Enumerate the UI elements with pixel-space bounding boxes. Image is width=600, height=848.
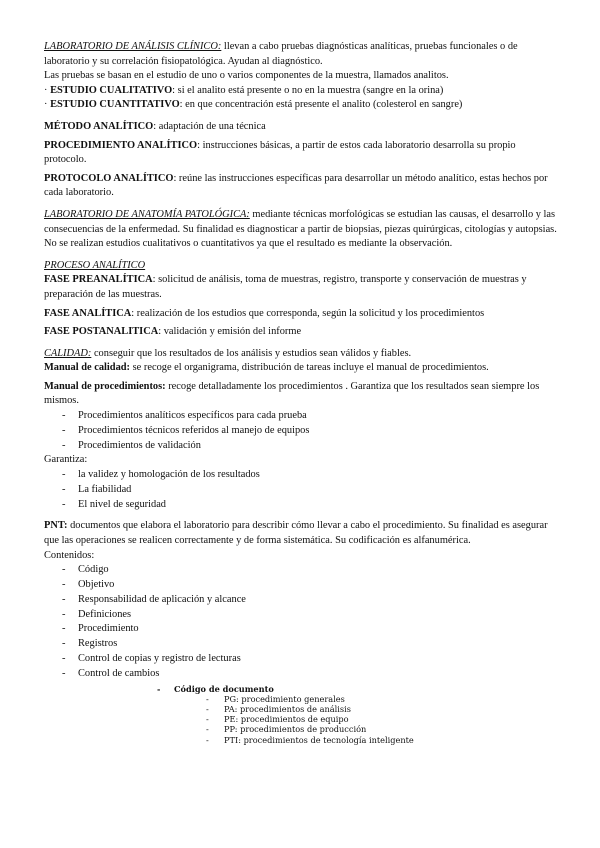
lab-anatomia-text: mediante técnicas morfológicas se estudian las causas, el desarrollo y las consecuencias de la enfermedad. Su finalidad es diagnosticar a partir de biopsias, piezas quirúrgicas, citologías y autopsias. <box>44 208 557 235</box>
postanalitica-label: FASE POSTANALITICA <box>44 326 159 338</box>
list-item: - Control de cambios <box>44 667 558 682</box>
analitica-text: : realización de los estudios que corresponda, según la solicitud y los procedimientos <box>131 307 485 319</box>
pnt-label: PNT: <box>44 520 68 532</box>
garantiza-list <box>44 468 558 512</box>
protocolo-text: : reúne las instrucciones específicas para desarrollar un método analítico, estas hechos por cada laboratorio. <box>44 172 548 199</box>
manual-procedimientos-text: recoge detalladamente los procedimientos . Garantiza que los resultados sean siempre los mismos. <box>44 380 540 407</box>
list-item: - Procedimientos analíticos específicos para cada prueba <box>44 409 558 424</box>
protocolo-label: PROTOCOLO ANALÍTICO <box>44 172 174 184</box>
list-item: - la validez y homologación de los resultados <box>44 468 558 483</box>
estudio-cualitativo: · ESTUDIO CUALITATIVO: si el analito está presente o no en la muestra (sangre en la orina) <box>44 84 444 96</box>
lab-anatomia-line2: No se realizan estudios cualitativos o cuantitativos ya que el resultado es mediante la observación. <box>44 238 453 250</box>
proceso-title <box>44 259 558 274</box>
proceso-title-text: PROCESO ANALÍTICO <box>44 259 146 271</box>
lab-clinico-title: LABORATORIO DE ANÁLISIS CLÍNICO: <box>44 41 222 52</box>
list-item: - Procedimientos de validación <box>44 439 558 454</box>
list-item: - PG: procedimiento generales <box>44 694 558 704</box>
document-page <box>44 40 558 745</box>
list-item: - Procedimiento <box>44 622 558 637</box>
protocolo-analitico <box>44 172 558 201</box>
manual-procedimientos-label: Manual de procedimientos: <box>44 380 166 392</box>
contenidos-label: Contenidos: <box>44 549 95 561</box>
calidad-text: conseguir que los resultados de los análisis y estudios sean válidos y fiables. <box>91 347 412 359</box>
fase-postanalitica <box>44 325 558 340</box>
list-item: - Código <box>44 563 558 578</box>
preanalitica-label: FASE PREANALÍTICA <box>44 274 153 286</box>
manual-procedimientos-list <box>44 409 558 453</box>
list-item: - PP: procedimientos de producción <box>44 724 558 734</box>
calidad-title: CALIDAD: <box>44 347 92 359</box>
calidad-paragraph <box>44 347 558 362</box>
analitica-label: FASE ANALÍTICA <box>44 307 132 319</box>
procedimiento-text: : instrucciones básicas, a partir de estos cada laboratorio desarrolla su propio protocolo. <box>44 139 516 166</box>
codigo-documento-block <box>44 684 558 745</box>
list-item: - Responsabilidad de aplicación y alcance <box>44 593 558 608</box>
codigo-documento-label: - Código de documento <box>44 684 558 694</box>
contenidos-list <box>44 563 558 681</box>
list-item: - Procedimientos técnicos referidos al manejo de equipos <box>44 424 558 439</box>
lab-anatomia-title: LABORATORIO DE ANATOMÍA PATOLÓGICA: <box>44 208 250 220</box>
procedimiento-analitico <box>44 139 558 168</box>
manual-calidad-label: Manual de calidad: <box>44 362 131 374</box>
list-item: - PA: procedimientos de análisis <box>44 704 558 714</box>
estudio-cuantitativo: · ESTUDIO CUANTITATIVO: en que concentración está presente el analito (colesterol en sangre) <box>44 99 463 111</box>
list-item: - PTI: procedimientos de tecnología inteligente <box>44 735 558 745</box>
manual-calidad <box>44 361 558 376</box>
cualitativo-text: : si el analito está presente o no en la muestra (sangre en la orina) <box>172 84 444 96</box>
list-item: - Definiciones <box>44 608 558 623</box>
manual-calidad-text: se recoge el organigrama, distribución de tareas incluye el manual de procedimientos. <box>130 362 489 374</box>
lab-anatomia-paragraph <box>44 208 558 237</box>
lab-clinico-line2: Las pruebas se basan en el estudio de uno o varios componentes de la muestra, llamados analitos. <box>44 70 449 82</box>
lab-clinico-text: llevan a cabo pruebas diagnósticas analíticas, pruebas funcionales o de laboratorio y su correlación fisiopatológica. Ayudan al diagnóstico. <box>44 41 518 67</box>
fase-analitica <box>44 307 558 322</box>
metodo-analitico <box>44 120 558 135</box>
manual-procedimientos <box>44 380 558 409</box>
list-item: - Control de copias y registro de lecturas <box>44 652 558 667</box>
codigo-documento-list <box>44 694 558 745</box>
garantiza-label: Garantiza: <box>44 454 88 466</box>
fase-preanalitica <box>44 273 558 302</box>
cualitativo-label: ESTUDIO CUALITATIVO <box>50 84 173 96</box>
list-item: - Objetivo <box>44 578 558 593</box>
list-item: - La fiabilidad <box>44 483 558 498</box>
list-item: - El nivel de seguridad <box>44 498 558 513</box>
lab-clinico-paragraph <box>44 40 558 69</box>
preanalitica-text: : solicitud de análisis, toma de muestras, registro, transporte y conservación de muestras y preparación de las muestras. <box>44 274 527 300</box>
metodo-text: : adaptación de una técnica <box>153 120 266 132</box>
cuantitativo-label: ESTUDIO CUANTITATIVO <box>50 99 180 111</box>
pnt-text: documentos que elabora el laboratorio para describir cómo llevar a cabo el procedimiento. Su finalidad es asegurar que las operaciones se realicen correctamente y de forma sistemática. Su codificación es alfanumérica. <box>44 520 548 547</box>
metodo-label: MÉTODO ANALÍTICO <box>44 120 154 132</box>
procedimiento-label: PROCEDIMIENTO ANALÍTICO <box>44 139 198 151</box>
list-item: - Registros <box>44 637 558 652</box>
pnt-paragraph <box>44 519 558 548</box>
cuantitativo-text: : en que concentración está presente el analito (colesterol en sangre) <box>179 99 463 111</box>
list-item: - PE: procedimientos de equipo <box>44 714 558 724</box>
postanalitica-text: : validación y emisión del informe <box>158 326 302 338</box>
